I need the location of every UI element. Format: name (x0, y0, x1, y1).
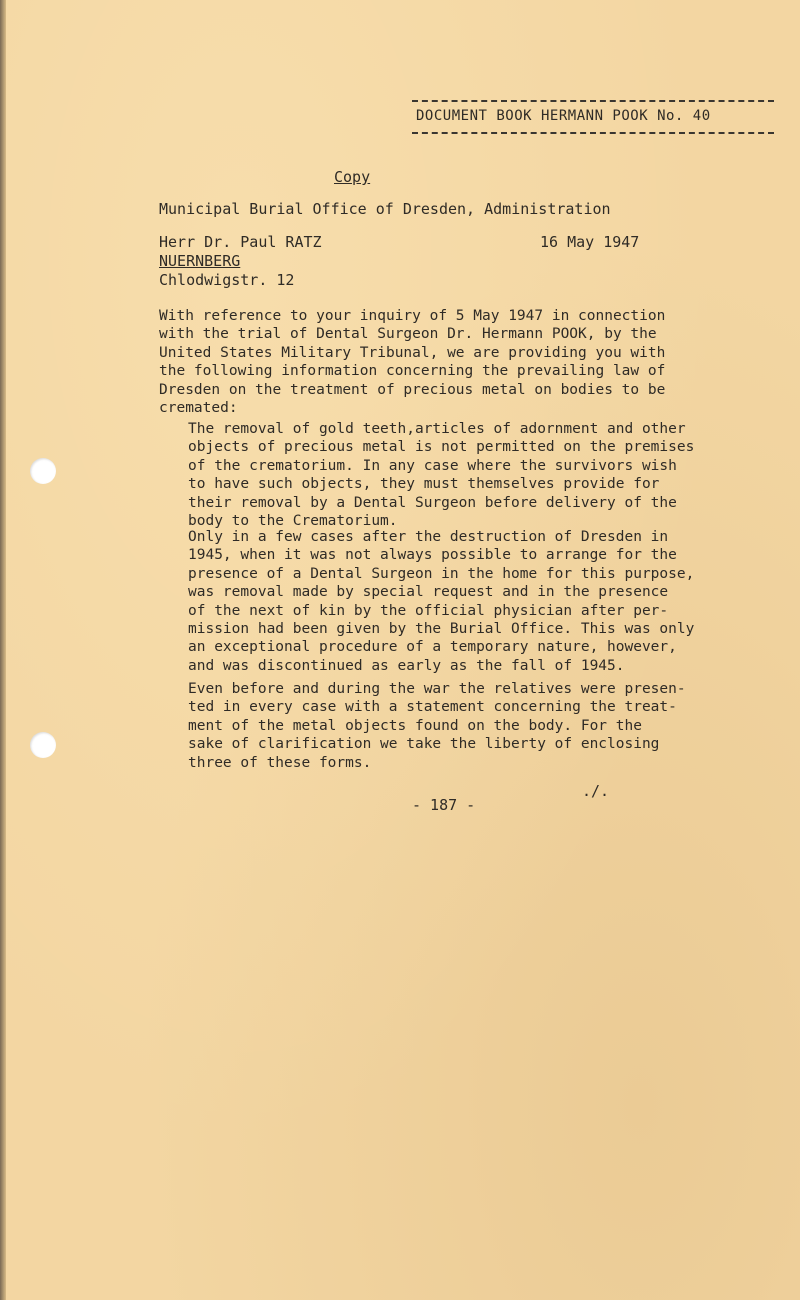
paragraph-statement-forms (188, 680, 686, 772)
text-line: Dresden on the treatment of precious metal on bodies to be (159, 381, 666, 398)
text-line: ted in every case with a statement concerning the treat- (188, 699, 677, 716)
sender-office: Municipal Burial Office of Dresden, Administration (159, 200, 611, 218)
text-line: United States Military Tribunal, we are providing you with (159, 344, 666, 361)
text-line: The removal of gold teeth,articles of adornment and other (188, 421, 686, 437)
text-line: Even before and during the war the relatives were presen- (188, 681, 686, 697)
page-edge-shadow (0, 0, 6, 1300)
document-book-header: DOCUMENT BOOK HERMANN POOK No. 40 (416, 108, 711, 124)
text-line: was removal made by special request and in the presence (188, 584, 669, 601)
text-line: of the next of kin by the official physician after per- (188, 602, 669, 619)
text-line: to have such objects, they must themselves provide for (188, 476, 660, 493)
page-number: - 187 - (412, 796, 476, 814)
addressee-block (159, 233, 322, 290)
text-line: their removal by a Dental Surgeon before delivery of the (188, 494, 677, 511)
text-line: objects of precious metal is not permitted on the premises (188, 439, 695, 456)
addressee-city: NUERNBERG (159, 252, 241, 270)
text-line: With reference to your inquiry of 5 May 1947 in connection (159, 308, 666, 324)
header-rule-top (412, 100, 774, 102)
letter-date: 16 May 1947 (540, 233, 640, 251)
text-line: sake of clarification we take the liberty of enclosing (188, 736, 660, 753)
text-line: of the crematorium. In any case where the survivors wish (188, 457, 677, 474)
text-line: with the trial of Dental Surgeon Dr. Hermann POOK, by the (159, 326, 657, 343)
text-line: 1945, when it was not always possible to arrange for the (188, 547, 677, 564)
intro-paragraph (159, 307, 665, 417)
text-line: presence of a Dental Surgeon in the home for this purpose, (188, 565, 695, 582)
paragraph-exceptions (188, 528, 694, 675)
text-line: the following information concerning the prevailing law of (159, 363, 666, 380)
addressee-name: Herr Dr. Paul RATZ (159, 233, 322, 251)
text-line: cremated: (159, 400, 238, 417)
addressee-street: Chlodwigstr. 12 (159, 271, 295, 289)
punch-hole (30, 458, 56, 484)
text-line: body to the Crematorium. (188, 513, 398, 530)
continuation-mark: ./. (582, 782, 610, 800)
copy-label: Copy (334, 168, 371, 186)
text-line: three of these forms. (188, 754, 372, 771)
text-line: Only in a few cases after the destruction of Dresden in (188, 529, 669, 545)
text-line: and was discontinued as early as the fall of 1945. (188, 657, 625, 674)
punch-hole (30, 732, 56, 758)
text-line: an exceptional procedure of a temporary nature, however, (188, 639, 677, 656)
header-rule-bottom (412, 132, 774, 134)
paragraph-removal-policy (188, 420, 694, 530)
text-line: mission had been given by the Burial Office. This was only (188, 621, 695, 638)
text-line: ment of the metal objects found on the body. For the (188, 717, 642, 734)
